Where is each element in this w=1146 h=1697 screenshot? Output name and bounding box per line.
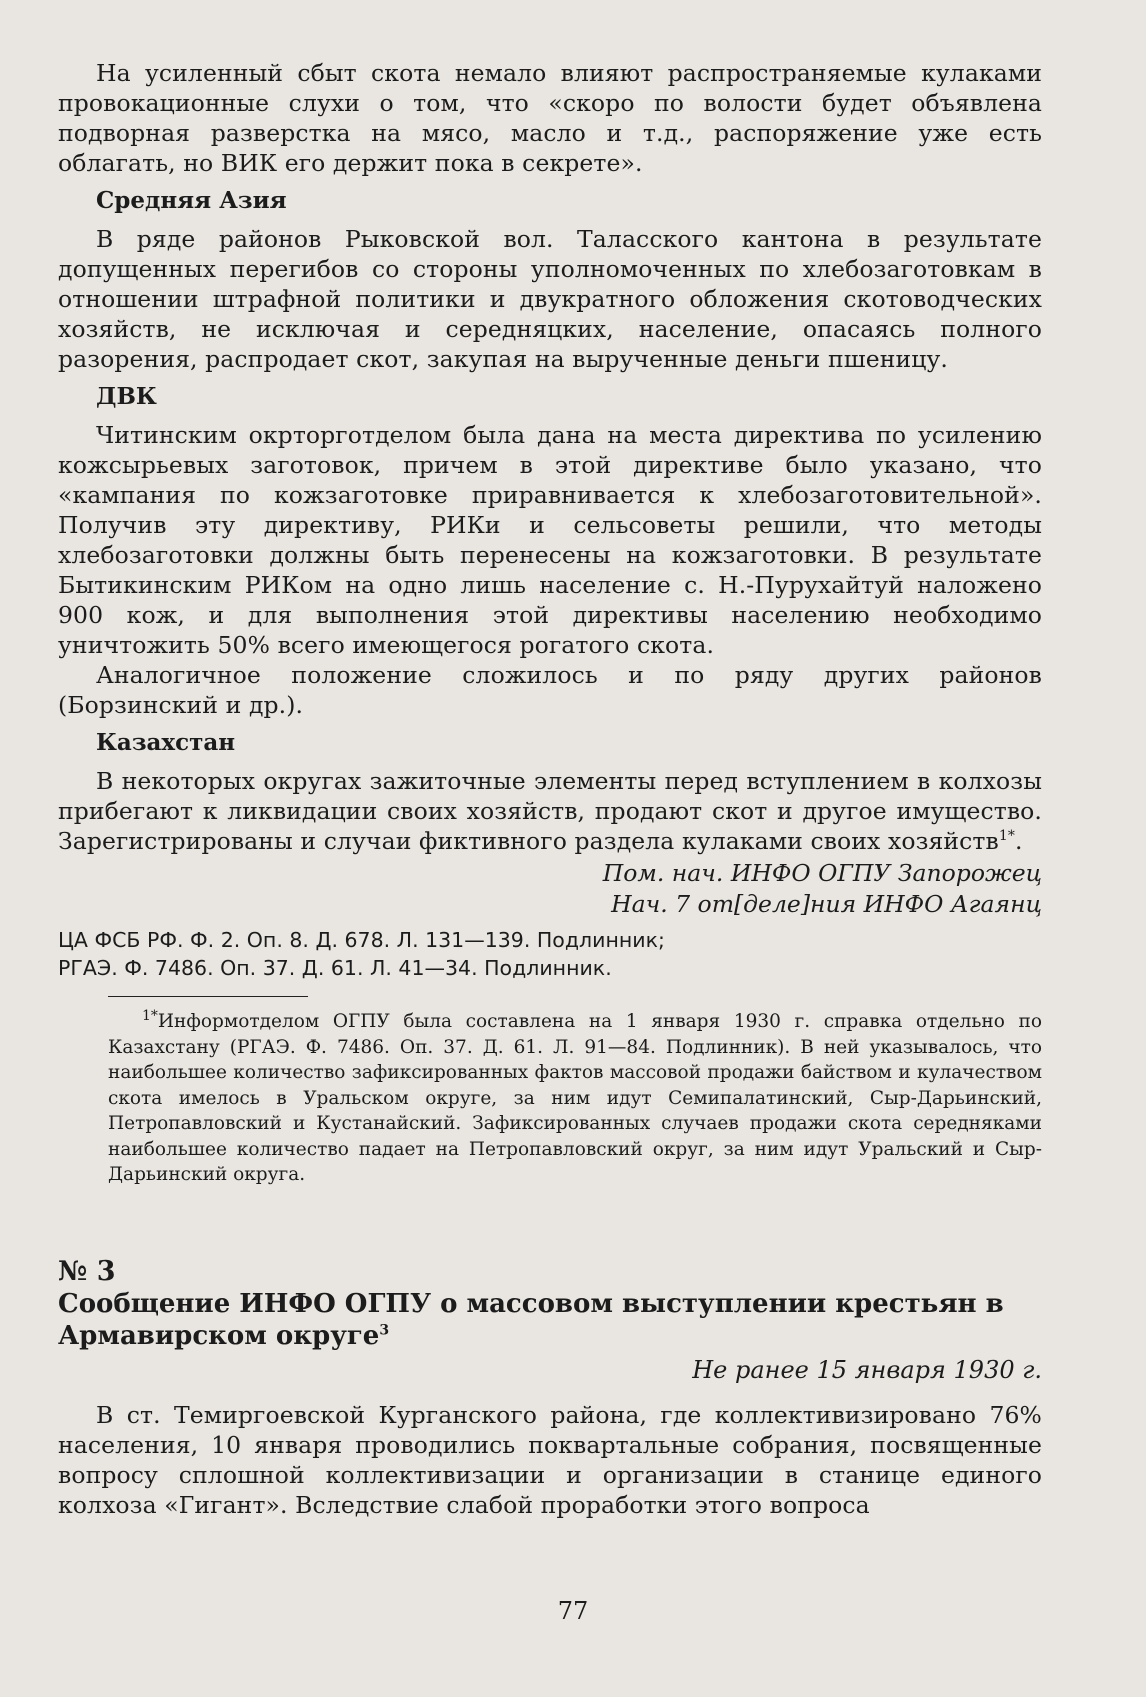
section-heading-kazakhstan: Казахстан <box>96 729 236 756</box>
source-fsb: ЦА ФСБ РФ. Ф. 2. Оп. 8. Д. 678. Л. 131—139. Подлинник; <box>58 928 665 952</box>
section-heading-central-asia: Средняя Азия <box>96 187 287 214</box>
signature-block <box>58 858 1042 920</box>
paragraph-dvk-other: Аналогичное положение сложилось и по ряду других районов (Борзинский и др.). <box>58 661 1042 719</box>
page-content <box>58 58 1042 1520</box>
signature-zaporozhets: Пом. нач. ИНФО ОГПУ Запорожец <box>602 859 1042 887</box>
footnote-divider <box>108 996 308 997</box>
paragraph-kazakhstan <box>58 766 1042 856</box>
document-title-text: Сообщение ИНФО ОГПУ о массовом выступлении крестьян в Армавирском округе <box>58 1288 1004 1351</box>
paragraph-kazakhstan-end: . <box>1014 827 1023 855</box>
footnote-mark: 1* <box>142 1007 158 1024</box>
section-heading-dvk: ДВК <box>96 383 157 410</box>
footnote <box>108 1009 1042 1188</box>
document-title <box>58 1288 1042 1352</box>
paragraph-rumors: На усиленный сбыт скота немало влияют распространяемые кулаками провокационные слухи о том, что «скоро по волости будет объявлена подворная разверстка на мясо, масло и т.д., распоряжение уже есть облагать, но ВИК его держит пока в секрете». <box>58 59 1042 177</box>
paragraph-central-asia: В ряде районов Рыковской вол. Таласского кантона в результате допущенных перегибов со стороны уполномоченных по хлебозаготовкам в отношении штрафной политики и двукратного обложения скотоводческих хозяйств, не исключая и середняцких, население, опасаясь полного разорения, распродает скот, закупая на вырученные деньги пшеницу. <box>58 225 1042 373</box>
footnote-text: Информотделом ОГПУ была составлена на 1 января 1930 г. справка отдельно по Казахстану (РГАЭ. Ф. 7486. Оп. 37. Д. 61. Л. 91—84. Подлинник). В ней указывалось, что наибольшее количество зафиксированных фактов массовой продажи байством и кулачеством скота имелось в Уральском округе, за ним идут Семипалатинский, Сыр-Дарьинский, Петропавловский и Кустанайский. Зафиксированных случаев продажи скота середняками наибольшее количество падает на Петропавловский округ, за ним идут Уральский и Сыр-Дарьинский округа. <box>108 1011 1042 1185</box>
document-number: № 3 <box>58 1255 116 1287</box>
footnote-ref: 1* <box>998 828 1015 845</box>
paragraph-kazakhstan-text: В некоторых округах зажиточные элементы перед вступлением в колхозы прибегают к ликвидации своих хозяйств, продают скот и другое имущество. Зарегистрированы и случаи фиктивного раздела кулаками своих хозяйств <box>58 767 1042 855</box>
signature-agayants: Нач. 7 от[деле]ния ИНФО Агаянц <box>611 890 1042 918</box>
page-number: 77 <box>557 1597 589 1625</box>
document-date: Не ранее 15 января 1930 г. <box>692 1355 1042 1384</box>
source-rgae: РГАЭ. Ф. 7486. Оп. 37. Д. 61. Л. 41—34. Подлинник. <box>58 956 612 980</box>
paragraph-dvk-directive: Читинским окрторготделом была дана на места директива по усилению кожсырьевых заготовок, причем в этой директиве было указано, что «кампания по кожзаготовке приравнивается к хлебозаготовительной». Получив эту директиву, РИКи и сельсоветы решили, что методы хлебозаготовки должны быть перенесены на кожзаготовки. В результате Бытикинским РИКом на одно лишь население с. Н.-Пурухайтуй наложено 900 кож, и для выполнения этой директивы населению необходимо уничтожить 50% всего имеющегося рогатого скота. <box>58 421 1042 659</box>
archival-sources <box>58 926 1042 982</box>
paragraph-temirgoevskaya: В ст. Темиргоевской Курганского района, где коллективизировано 76% населения, 10 января проводились поквартальные собрания, посвященные вопросу сплошной коллективизации и организации в станице единого колхоза «Гигант». Вследствие слабой проработки этого вопроса <box>58 1400 1042 1519</box>
document-title-ref: 3 <box>379 1321 390 1338</box>
